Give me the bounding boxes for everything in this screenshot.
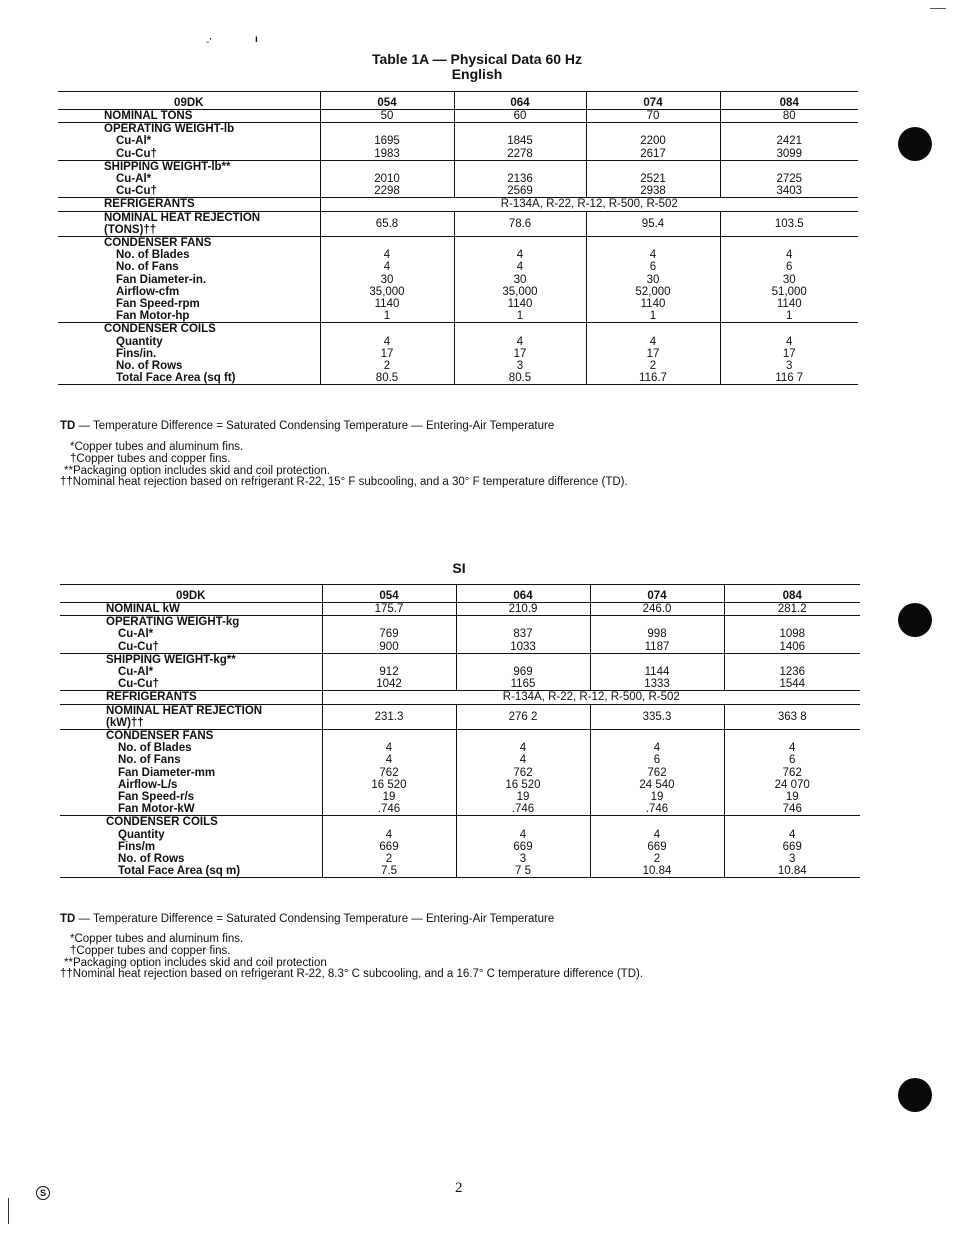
value: 24 540 — [639, 778, 675, 791]
value: 969 — [513, 666, 533, 679]
header-unit-064: 064 — [454, 92, 586, 110]
value: 80 — [782, 110, 796, 122]
value: 4 — [789, 742, 796, 755]
footnote: **Packaging option includes skid and coil protection. — [64, 465, 330, 477]
value-cell — [720, 211, 858, 236]
value: 17 — [646, 347, 660, 360]
value-cell — [454, 323, 586, 385]
value: 7 5 — [515, 865, 531, 878]
value: 769 — [379, 628, 399, 641]
table-row — [60, 691, 860, 704]
value: 1 — [786, 310, 793, 323]
value: 4 — [519, 742, 527, 755]
table-title: Table 1A — Physical Data 60 Hz — [371, 51, 583, 67]
value-cell — [320, 110, 454, 123]
td-note — [60, 420, 554, 432]
table-row — [60, 816, 860, 878]
row-sublabel: Airflow-L/s — [118, 778, 178, 791]
value: 10.84 — [777, 865, 807, 878]
value: 1165 — [510, 678, 536, 691]
value: 4 — [385, 828, 393, 841]
value: 669 — [647, 840, 667, 853]
value: 65.8 — [375, 217, 399, 230]
footnote: ††Nominal heat rejection based on refrigerant R-22, 15° F subcooling, and a 30° F temperature difference (TD). — [60, 476, 628, 488]
row-heading: CONDENSER FANS — [104, 237, 212, 250]
value: 2278 — [507, 147, 533, 160]
value: 669 — [513, 840, 533, 853]
row-sublabel: No. of Rows — [118, 853, 185, 866]
value-cell — [724, 816, 860, 878]
si-physical-data-table — [60, 584, 860, 878]
value-cell — [586, 160, 720, 198]
row-sublabel: Fan Speed-rpm — [116, 298, 200, 311]
value: 2200 — [640, 135, 666, 148]
value: 4 — [385, 742, 393, 755]
value: 35,000 — [369, 285, 405, 298]
corner-seal-icon: S — [36, 1186, 50, 1200]
value-cell — [320, 123, 454, 161]
value: 4 — [516, 261, 524, 274]
row-sublabel: Fan Motor-hp — [116, 310, 190, 323]
row-sublabel: Fins/in. — [116, 347, 157, 360]
row-heading-cont: (kW)†† — [106, 716, 144, 729]
value: 17 — [782, 347, 796, 360]
value: 2421 — [776, 135, 803, 148]
row-sublabel: Total Face Area (sq m) — [118, 865, 241, 878]
row-heading: REFRIGERANTS — [104, 198, 195, 211]
value-cell — [322, 816, 456, 878]
table-row — [58, 160, 858, 198]
row-sublabel: Cu-Cu† — [118, 640, 159, 653]
row-sublabel: Quantity — [118, 828, 165, 841]
value: 2521 — [640, 173, 666, 186]
value: 2 — [385, 853, 393, 866]
row-label — [60, 616, 322, 654]
header-unit-074: 074 — [586, 92, 720, 110]
value-cell — [322, 603, 456, 616]
row-sublabel: Fan Motor-kW — [118, 803, 195, 816]
row-heading: OPERATING WEIGHT-kg — [106, 616, 240, 629]
value-cell — [720, 160, 858, 198]
row-heading: CONDENSER COILS — [106, 816, 218, 829]
value: 837 — [513, 628, 533, 641]
value-cell — [724, 730, 860, 816]
table-row — [58, 323, 858, 385]
margin-mark — [8, 1198, 9, 1224]
value: 3 — [516, 360, 524, 373]
table-row — [58, 237, 858, 323]
value-cell — [322, 653, 456, 691]
value-cell — [454, 160, 586, 198]
table-row — [60, 653, 860, 691]
value: 669 — [782, 840, 802, 853]
value: 16 520 — [371, 778, 407, 791]
row-heading: SHIPPING WEIGHT-kg** — [106, 653, 236, 666]
row-label — [60, 653, 322, 691]
value: 2298 — [374, 185, 400, 198]
value: 6 — [789, 754, 796, 767]
value: 1140 — [507, 298, 533, 311]
value: 4 — [383, 249, 391, 262]
value: 1042 — [376, 678, 402, 691]
value: 2010 — [374, 173, 400, 186]
value: 1140 — [640, 298, 666, 311]
row-sublabel: Fan Speed-r/s — [118, 791, 195, 804]
value: 17 — [513, 347, 527, 360]
row-label — [60, 603, 322, 616]
header-unit-054: 054 — [320, 92, 454, 110]
value: 17 — [380, 347, 394, 360]
value: 4 — [786, 335, 793, 348]
value: 912 — [379, 666, 399, 679]
value: 80.5 — [375, 372, 399, 385]
value: 35,000 — [502, 285, 538, 298]
row-label — [58, 123, 320, 161]
row-sublabel: No. of Rows — [116, 360, 183, 373]
value-cell — [720, 237, 858, 323]
header-unit-064: 064 — [456, 585, 590, 603]
value: 60 — [513, 110, 527, 122]
value: 4 — [786, 249, 793, 262]
table-row — [58, 211, 858, 236]
footnote: †Copper tubes and copper fins. — [70, 945, 231, 957]
header-unit-084: 084 — [724, 585, 860, 603]
value-cell — [454, 237, 586, 323]
td-abbr: TD — [60, 420, 76, 432]
value-cell — [586, 211, 720, 236]
value: 4 — [653, 828, 661, 841]
scan-mark: -’ — [206, 37, 212, 48]
row-heading: NOMINAL HEAT REJECTION — [104, 211, 261, 224]
value: 363 8 — [777, 710, 807, 723]
value-cell — [454, 123, 586, 161]
value: 2938 — [640, 185, 666, 198]
value: 116.7 — [639, 372, 667, 385]
table-row — [58, 198, 858, 211]
value: 4 — [516, 335, 524, 348]
value: 78.6 — [508, 217, 532, 230]
value-cell — [320, 211, 454, 236]
value: 4 — [519, 754, 527, 767]
value: 3 — [789, 853, 796, 866]
value-cell — [320, 323, 454, 385]
value-cell — [456, 816, 590, 878]
value: 6 — [786, 261, 793, 274]
header-model: 09DK — [58, 92, 320, 110]
table-row — [60, 616, 860, 654]
value: .746 — [377, 803, 401, 816]
value-cell — [322, 704, 456, 729]
value: 1033 — [510, 640, 536, 653]
value: 1 — [649, 310, 657, 323]
value: 210.9 — [508, 603, 538, 615]
row-label — [60, 816, 322, 878]
english-notes — [60, 420, 860, 500]
binder-hole-dot — [898, 127, 932, 161]
row-heading: SHIPPING WEIGHT-lb** — [104, 160, 231, 173]
row-label — [60, 730, 322, 816]
row-sublabel: No. of Fans — [118, 754, 181, 767]
value-cell — [720, 323, 858, 385]
value: 762 — [782, 766, 802, 779]
row-heading-cont: (TONS)†† — [104, 223, 157, 236]
header-model: 09DK — [60, 585, 322, 603]
footnote: †Copper tubes and copper fins. — [70, 453, 231, 465]
header-row — [58, 92, 858, 110]
value: 4 — [385, 754, 393, 767]
row-sublabel: Quantity — [116, 335, 163, 348]
footnote: **Packaging option includes skid and coil protection — [64, 957, 327, 969]
value-cell — [720, 123, 858, 161]
value: 1845 — [507, 135, 533, 148]
value: 116 7 — [775, 372, 804, 385]
row-label — [58, 198, 320, 211]
value: 998 — [647, 628, 667, 641]
table-subtitle-english: English — [451, 66, 503, 82]
value: 4 — [516, 249, 524, 262]
value: 52,000 — [635, 285, 671, 298]
english-physical-data-table — [58, 91, 858, 385]
value-cell — [456, 603, 590, 616]
row-sublabel: No. of Fans — [116, 261, 179, 274]
value: 1695 — [374, 135, 400, 148]
row-sublabel: Airflow-cfm — [116, 285, 180, 298]
value: 1333 — [644, 678, 670, 691]
row-label — [58, 237, 320, 323]
value: 669 — [379, 840, 399, 853]
page-number: 2 — [455, 1180, 463, 1196]
row-heading: CONDENSER FANS — [106, 730, 214, 743]
row-label — [58, 110, 320, 123]
footnote: ††Nominal heat rejection based on refrigerant R-22, 8.3° C subcooling, and a 16.7° C temperature difference (TD). — [60, 968, 644, 980]
value: 30 — [646, 273, 660, 286]
value: 175.7 — [374, 603, 404, 615]
value-cell — [590, 816, 724, 878]
value: 19 — [785, 791, 799, 804]
row-label — [58, 323, 320, 385]
row-label — [60, 691, 322, 704]
value-cell — [586, 323, 720, 385]
td-abbr: TD — [60, 913, 76, 925]
row-sublabel: Cu-Al* — [118, 666, 154, 679]
row-label — [60, 704, 322, 729]
row-sublabel: Fan Diameter-in. — [116, 273, 207, 286]
refrigerants-value: R-134A, R-22, R-12, R-500, R-502 — [322, 691, 860, 704]
value: .746 — [511, 803, 535, 816]
value: 51,000 — [771, 285, 807, 298]
value-cell — [454, 110, 586, 123]
row-sublabel: Fins/m — [118, 840, 156, 853]
value: 335.3 — [642, 710, 672, 723]
value-cell — [586, 110, 720, 123]
row-sublabel: Cu-Cu† — [116, 147, 157, 160]
value: 7.5 — [381, 865, 397, 878]
si-notes — [60, 913, 860, 993]
value: 4 — [519, 828, 527, 841]
value: 2 — [649, 360, 657, 373]
value: 2725 — [776, 173, 803, 186]
value: 762 — [647, 766, 667, 779]
value-cell — [586, 123, 720, 161]
row-sublabel: No. of Blades — [116, 249, 190, 262]
value: 1098 — [779, 628, 806, 641]
value: 900 — [379, 640, 399, 653]
value-cell — [724, 704, 860, 729]
value-cell — [590, 704, 724, 729]
value: 762 — [513, 766, 533, 779]
value: 2569 — [507, 185, 533, 198]
table-row — [60, 730, 860, 816]
value: 1140 — [776, 298, 802, 311]
row-sublabel: Cu-Cu† — [116, 185, 157, 198]
value-cell — [322, 616, 456, 654]
value-cell — [590, 603, 724, 616]
si-heading: SI — [452, 560, 466, 576]
value: 2 — [653, 853, 661, 866]
value: 1187 — [644, 640, 670, 653]
header-unit-054: 054 — [322, 585, 456, 603]
value: 4 — [649, 335, 657, 348]
value: 30 — [380, 273, 394, 286]
row-heading: NOMINAL HEAT REJECTION — [106, 704, 263, 717]
footnote: *Copper tubes and aluminum fins. — [70, 441, 244, 453]
value: 95.4 — [641, 217, 665, 230]
row-sublabel: Total Face Area (sq ft) — [116, 372, 236, 385]
value: 762 — [379, 766, 399, 779]
value: 30 — [513, 273, 527, 286]
td-note — [60, 913, 554, 925]
value-cell — [454, 211, 586, 236]
value: 281.2 — [777, 603, 807, 615]
row-sublabel: Cu-Cu† — [118, 678, 159, 691]
value: 246.0 — [642, 603, 672, 615]
table-row — [58, 123, 858, 161]
value: 24 070 — [774, 778, 810, 791]
value: 1140 — [374, 298, 400, 311]
value-cell — [724, 653, 860, 691]
value: 6 — [649, 261, 657, 274]
value-cell — [456, 616, 590, 654]
value: 19 — [516, 791, 530, 804]
value: 19 — [650, 791, 664, 804]
table-row — [60, 603, 860, 616]
row-heading: OPERATING WEIGHT-lb — [104, 123, 235, 136]
row-sublabel: No. of Blades — [118, 742, 192, 755]
value: 3403 — [776, 185, 803, 198]
refrigerants-value: R-134A, R-22, R-12, R-500, R-502 — [320, 198, 858, 211]
row-heading: NOMINAL TONS — [104, 110, 193, 122]
value: 4 — [383, 335, 391, 348]
row-sublabel: Cu-Al* — [118, 628, 154, 641]
value: .746 — [645, 803, 669, 816]
top-rule — [930, 8, 946, 9]
table-row — [60, 704, 860, 729]
value: 10.84 — [642, 865, 672, 878]
footnote: *Copper tubes and aluminum fins. — [70, 933, 244, 945]
value: 2136 — [507, 173, 533, 186]
value: 19 — [382, 791, 396, 804]
row-sublabel: Cu-Al* — [116, 173, 152, 186]
value: 3099 — [776, 147, 803, 160]
value: 276 2 — [508, 710, 538, 723]
value-cell — [590, 616, 724, 654]
value: 2 — [383, 360, 391, 373]
table-row — [58, 110, 858, 123]
value: 70 — [646, 110, 660, 122]
row-heading: NOMINAL kW — [106, 603, 180, 615]
value-cell — [456, 704, 590, 729]
value: 1 — [516, 310, 524, 323]
value: 3 — [519, 853, 527, 866]
value: 6 — [653, 754, 661, 767]
value: 4 — [653, 742, 661, 755]
value: 1144 — [644, 666, 670, 679]
value: 50 — [380, 110, 394, 122]
row-sublabel: Fan Diameter-mm — [118, 766, 216, 779]
td-text: — Temperature Difference = Saturated Condensing Temperature — Entering-Air Temperature — [78, 913, 555, 925]
value: 80.5 — [508, 372, 532, 385]
value-cell — [322, 730, 456, 816]
value-cell — [456, 730, 590, 816]
value: 1406 — [779, 640, 806, 653]
td-text: — Temperature Difference = Saturated Condensing Temperature — Entering-Air Temperature — [78, 420, 555, 432]
value: 231.3 — [374, 710, 404, 723]
value: 1236 — [779, 666, 806, 679]
value-cell — [590, 653, 724, 691]
value: 16 520 — [505, 778, 541, 791]
value: 746 — [782, 803, 802, 816]
value-cell — [586, 237, 720, 323]
row-heading: CONDENSER COILS — [104, 323, 216, 336]
value: 1 — [383, 310, 391, 323]
value: 103.5 — [774, 217, 804, 230]
header-row — [60, 585, 860, 603]
row-heading: REFRIGERANTS — [106, 691, 197, 704]
value-cell — [320, 237, 454, 323]
scan-mark: ı — [255, 34, 258, 45]
value-cell — [724, 603, 860, 616]
value-cell — [724, 616, 860, 654]
value-cell — [720, 110, 858, 123]
value: 1983 — [374, 147, 400, 160]
row-label — [58, 160, 320, 198]
value-cell — [320, 160, 454, 198]
row-label — [58, 211, 320, 236]
value: 4 — [649, 249, 657, 262]
binder-hole-dot — [898, 1078, 932, 1112]
row-sublabel: Cu-Al* — [116, 135, 152, 148]
binder-hole-dot — [898, 603, 932, 637]
value: 4 — [383, 261, 391, 274]
value: 30 — [782, 273, 796, 286]
value: 4 — [789, 828, 796, 841]
value: 2617 — [640, 147, 666, 160]
value-cell — [456, 653, 590, 691]
value: 3 — [786, 360, 793, 373]
header-unit-074: 074 — [590, 585, 724, 603]
value-cell — [590, 730, 724, 816]
header-unit-084: 084 — [720, 92, 858, 110]
value: 1544 — [779, 678, 806, 691]
